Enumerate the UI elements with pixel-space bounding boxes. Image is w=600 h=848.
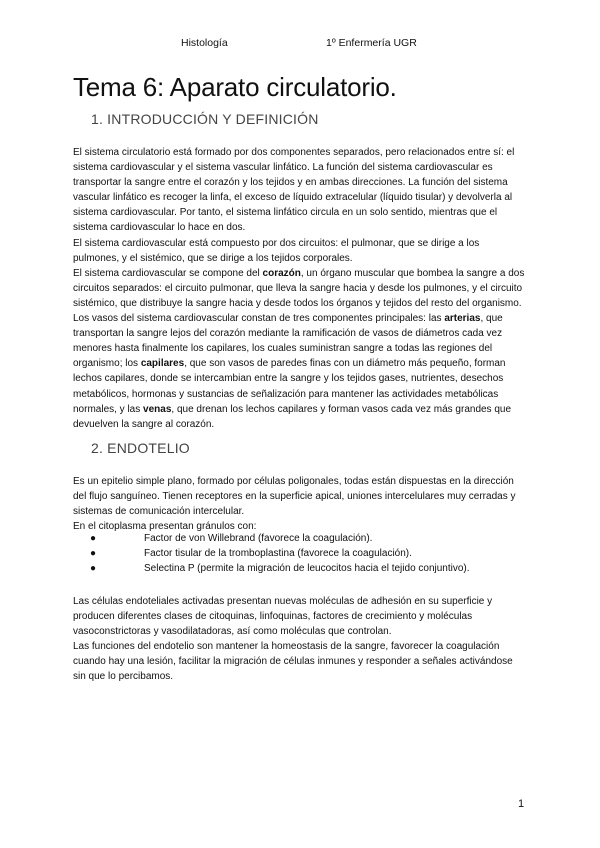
section-heading-endotelio: 2. ENDOTELIO xyxy=(91,440,190,456)
header-course: 1º Enfermería UGR xyxy=(326,37,417,49)
intro-text xyxy=(73,145,525,432)
page-title: Tema 6: Aparato circulatorio. xyxy=(73,72,397,102)
endotelio-paragraph-1: Es un epitelio simple plano, formado por células poligonales, todas están dispuestas en la dirección del flujo sanguíneo. Tienen receptores en la superficie apical, uniones intercelulares muy cerradas y sistemas de comunicación intercelular. xyxy=(73,476,516,518)
bullet-icon: ● xyxy=(90,533,97,544)
term-arterias: arterias xyxy=(444,313,481,325)
endotelio-text xyxy=(73,474,525,534)
intro-paragraph-3: El sistema cardiovascular se compone del corazón, un órgano muscular que bombea la sangre a dos circuitos separados: el circuito pulmonar, que lleva la sangre hacia y desde los pulmones, y el circuito sistémico, que distribuye la sangre hacia y desde todos los órganos y tejidos del resto del organismo. Los vasos del sistema cardiovascular constan de tres componentes principales: las arterias, que transportan la sangre lejos del corazón mediante la ramificación de vasos de diámetros cada vez menores hasta finalmente los capilares, los cuales suministran sangre a todas las regiones del organismo; los capilares, que son vasos de paredes finas con un diámetro más pequeño, forman lechos capilares, donde se intercambian entre la sangre y los tejidos gases, nutrientes, desechos metabólicos, hormonas y sustancias de señalización para mantener las actividades metabólicas normales, y las venas, que drenan los lechos capilares y forman vasos cada vez más grandes que devuelven la sangre al corazón. xyxy=(73,267,525,430)
page-number: 1 xyxy=(518,798,525,810)
endotelio-paragraph-3: Las células endoteliales activadas presentan nuevas moléculas de adhesión en su superficie y producen diferentes clases de citoquinas, linfoquinas, factores de crecimiento y moléculas vasoconstrictoras y vasodilatadoras, así como moléculas que controlan. xyxy=(73,596,493,638)
endotelio-paragraph-4: Las funciones del endotelio son mantener la homeostasis de la sangre, favorecer la coagulación cuando hay una lesión, facilitar la migración de células inmunes y responder a señales activándose sin que lo percibamos. xyxy=(73,641,513,683)
endotelio-paragraph-2: En el citoplasma presentan gránulos con: xyxy=(73,521,257,533)
term-capilares: capilares xyxy=(140,358,185,370)
term-venas: venas xyxy=(143,403,172,415)
endotelio-text-2 xyxy=(73,594,525,685)
bullet-icon: ● xyxy=(90,563,97,575)
term-corazon: corazón xyxy=(262,267,301,279)
list-item: ● Factor de von Willebrand (favorece la coagulación). xyxy=(73,531,470,546)
page-header xyxy=(0,37,600,51)
section-heading-introduccion: 1. INTRODUCCIÓN Y DEFINICIÓN xyxy=(91,111,319,127)
list-item: ● Factor tisular de la tromboplastina (favorece la coagulación). xyxy=(73,546,470,561)
granule-list xyxy=(73,531,470,576)
intro-paragraph-2: El sistema cardiovascular está compuesto por dos circuitos: el pulmonar, que se dirige a los pulmones, y el sistémico, que se dirige a los tejidos corporales. xyxy=(73,237,480,264)
header-subject: Histología xyxy=(181,37,228,49)
intro-paragraph-1: El sistema circulatorio está formado por dos componentes separados, pero relacionados entre sí: el sistema cardiovascular y el sistema vascular linfático. La función del sistema cardiovascular es transportar la sangre entre el corazón y los tejidos y en ambas direcciones. La función del sistema vascular linfático es recoger la linfa, el exceso de líquido extracelular (líquido tisular) y devolverla al sistema cardiovascular. Por tanto, el sistema linfático circula en un solo sentido, mientras que el sistema cardiovascular lo hace en dos. xyxy=(73,147,515,234)
bullet-icon: ● xyxy=(90,548,97,560)
list-item: ● Selectina P (permite la migración de leucocitos hacia el tejido conjuntivo). xyxy=(73,561,470,576)
